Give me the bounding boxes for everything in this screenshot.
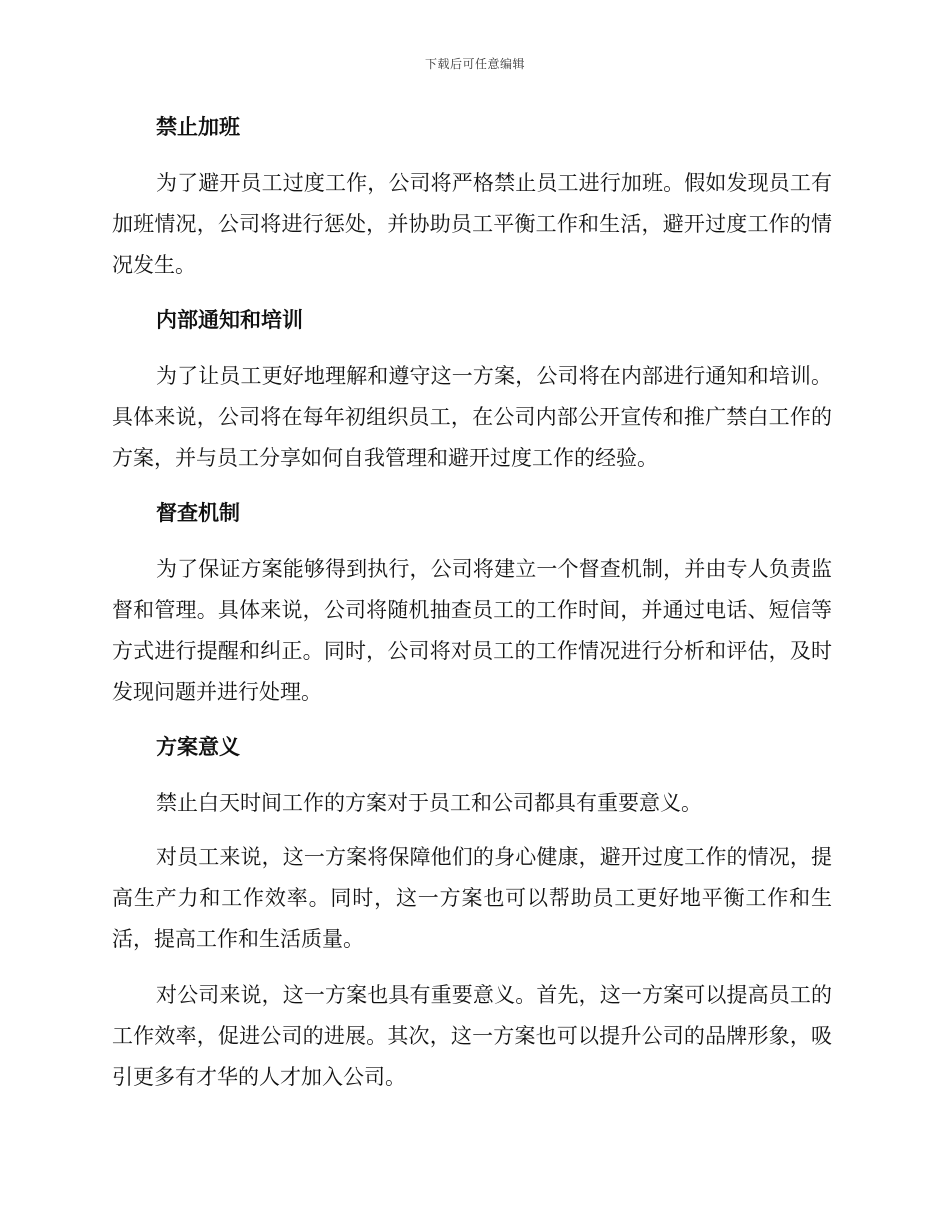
section-heading: 督查机制 xyxy=(156,501,240,525)
section-heading: 内部通知和培训 xyxy=(156,308,303,332)
paragraph: 对员工来说，这一方案将保障他们的身心健康，避开过度工作的情况，提高生产力和工作效率。同时，这一方案也可以帮助员工更好地平衡工作和生活，提高工作和生活质量。 xyxy=(112,845,832,951)
paragraph: 对公司来说，这一方案也具有重要意义。首先，这一方案可以提高员工的工作效率，促进公司的进展。其次，这一方案也可以提升公司的品牌形象，吸引更多有才华的人才加入公司。 xyxy=(112,983,832,1089)
section-overtime-ban xyxy=(112,108,832,286)
section-internal-training xyxy=(112,301,832,479)
section-supervision xyxy=(112,494,832,713)
section-significance xyxy=(112,728,832,1098)
section-heading: 方案意义 xyxy=(156,735,240,759)
paragraph: 禁止白天时间工作的方案对于员工和公司都具有重要意义。 xyxy=(156,791,702,815)
paragraph: 为了让员工更好地理解和遵守这一方案，公司将在内部进行通知和培训。具体来说，公司将在每年初组织员工，在公司内部公开宣传和推广禁白工作的方案，并与员工分享如何自我管理和避开过度工作的经验。 xyxy=(112,364,832,470)
section-heading: 禁止加班 xyxy=(156,115,240,139)
document-body xyxy=(112,108,832,1113)
paragraph: 为了保证方案能够得到执行，公司将建立一个督查机制，并由专人负责监督和管理。具体来说，公司将随机抽查员工的工作时间，并通过电话、短信等方式进行提醒和纠正。同时，公司将对员工的工作情况进行分析和评估，及时发现问题并进行处理。 xyxy=(112,557,832,704)
paragraph: 为了避开员工过度工作，公司将严格禁止员工进行加班。假如发现员工有加班情况，公司将进行惩处，并协助员工平衡工作和生活，避开过度工作的情况发生。 xyxy=(112,171,832,277)
page-header: 下载后可任意编辑 xyxy=(424,57,525,71)
